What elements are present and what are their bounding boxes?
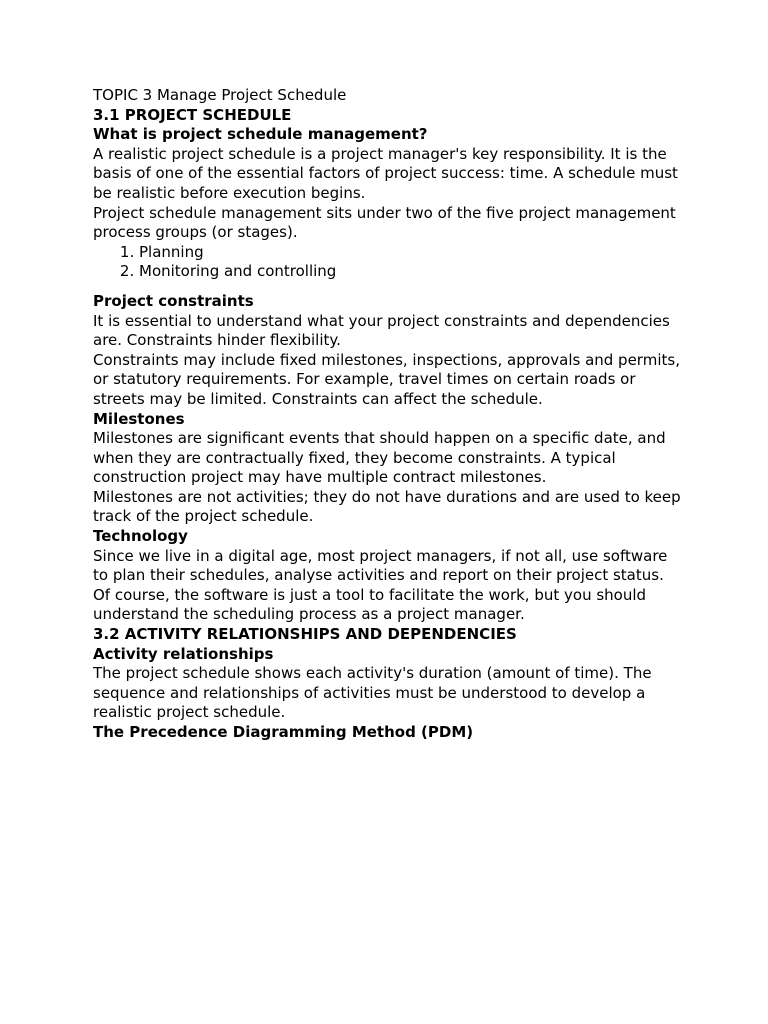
paragraph-milestones-definition: Milestones are significant events that should happen on a specific date, and when they are contractually fixed, they become constraints. A typical construction project may have multiple contract milestones. [93,429,666,487]
subheading-project-constraints: Project constraints [93,291,254,310]
subheading-activity-relationships: Activity relationships [93,644,274,663]
stages-list [93,243,683,282]
subheading-schedule-management: What is project schedule management? [93,125,428,144]
document-title: TOPIC 3 Manage Project Schedule [93,86,347,104]
paragraph-constraints-intro: It is essential to understand what your project constraints and dependencies are. Constraints hinder flexibility. [93,311,670,350]
list-item: 1. Planning [139,243,683,263]
paragraph-activity-relationships: The project schedule shows each activity's duration (amount of time). The sequence and relationships of activities must be understood to develop a realistic project schedule. [93,664,652,722]
list-item: 2. Monitoring and controlling [139,262,683,282]
section-heading-3-1: 3.1 PROJECT SCHEDULE [93,105,292,124]
document-page [93,86,683,743]
subheading-milestones: Milestones [93,409,185,428]
paragraph-milestones-not-activities: Milestones are not activities; they do not have durations and are used to keep track of the project schedule. [93,487,681,526]
paragraph-technology-tool: Of course, the software is just a tool to facilitate the work, but you should understand the scheduling process as a project manager. [93,585,647,624]
paragraph-constraints-examples: Constraints may include fixed milestones, inspections, approvals and permits, or statutory requirements. For example, travel times on certain roads or streets may be limited. Constraints can affect the schedule. [93,350,680,408]
section-heading-3-2: 3.2 ACTIVITY RELATIONSHIPS AND DEPENDENCIES [93,625,517,644]
subheading-technology: Technology [93,527,188,546]
subheading-pdm: The Precedence Diagramming Method (PDM) [93,723,474,741]
paragraph-technology-software: Since we live in a digital age, most project managers, if not all, use software to plan their schedules, analyse activities and report on their project status. [93,546,668,585]
paragraph-process-groups: Project schedule management sits under two of the five project management process groups (or stages). [93,203,676,242]
paragraph-realistic-schedule: A realistic project schedule is a project manager's key responsibility. It is the basis of one of the essential factors of project success: time. A schedule must be realistic before execution begins. [93,144,678,202]
